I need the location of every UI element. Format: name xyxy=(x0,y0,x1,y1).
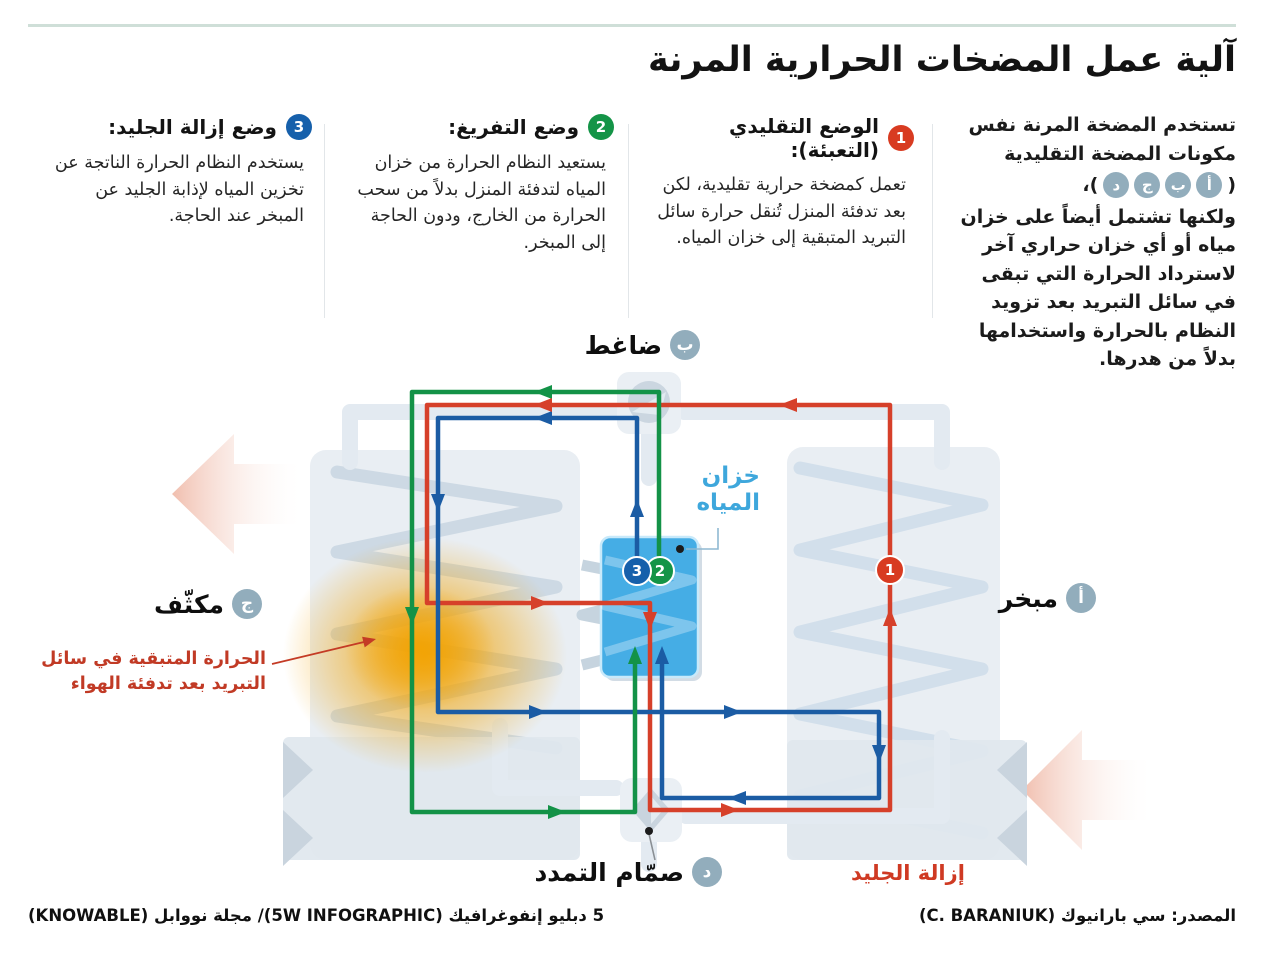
step-3-number-badge: 3 xyxy=(286,114,312,140)
water-tank-label-line1: خزان xyxy=(701,463,760,489)
compressor-label-text: ضاغط xyxy=(584,330,662,360)
step-3-body: يستخدم النظام الحرارة الناتجة عن تخزين المياه لإذابة الجليد عن المبخر عند الحاجة. xyxy=(54,153,304,227)
condenser-label xyxy=(154,589,262,619)
defrost-air-arrow-right xyxy=(1022,730,1152,850)
infographic-credit: 5 دبليو إنفوغرافيك (5W INFOGRAPHIC)/ مجلة نووابل (KNOWABLE) xyxy=(28,906,605,925)
letter-b-icon: ب xyxy=(670,330,700,360)
intro-text-before: تستخدم المضخة المرنة نفس مكونات المضخة التقليدية xyxy=(968,114,1236,165)
open-paren: ( xyxy=(1227,174,1236,196)
step-2-number-badge: 2 xyxy=(588,114,614,140)
tank-pointer-dot xyxy=(676,545,684,553)
expansion-valve-label-text: صمّام التمدد xyxy=(534,857,684,887)
letter-j-icon: ج xyxy=(232,589,262,619)
residual-heat-note-line2: التبريد بعد تدفئة الهواء xyxy=(70,674,266,695)
water-tank-label xyxy=(696,463,760,517)
intro-text-after: ولكنها تشتمل أيضاً على خزان مياه أو أي خزان حراري آخر لاسترداد الحرارة التي تبقى في سائل التبريد بعد تزويد النظام بالحرارة واستخدامها بدلاً من هدرها. xyxy=(960,205,1236,370)
residual-heat-note-line1: الحرارة المتبقية في سائل xyxy=(41,649,266,669)
expansion-valve-label xyxy=(534,857,722,887)
condenser-label-text: مكثّف xyxy=(154,589,224,619)
warm-air-arrow-left xyxy=(172,434,302,554)
step-2-title: وضع التفريغ: xyxy=(448,115,579,139)
footer xyxy=(28,906,1236,925)
page-title: آلية عمل المضخات الحرارية المرنة xyxy=(647,40,1236,80)
mode-3-marker: 3 xyxy=(622,556,652,586)
letter-b-badge: ب xyxy=(1165,172,1191,198)
evaporator-label-text: مبخر xyxy=(998,583,1058,613)
letter-a-icon: أ xyxy=(1066,583,1096,613)
mode-2-marker: 2 xyxy=(645,556,675,586)
step-1-title: الوضع التقليدي (التعبئة): xyxy=(729,114,879,162)
source-credit: المصدر: سي بارانيوك (C. BARANIUK) xyxy=(918,906,1236,925)
letter-a-badge: أ xyxy=(1196,172,1222,198)
step-1-body: تعمل كمضخة حرارية تقليدية، لكن بعد تدفئة المنزل تُنقل حرارة سائل التبريد المتبقية إلى خزان المياه. xyxy=(657,175,906,249)
step-2-body: يستعيد النظام الحرارة من خزان المياه لتدفئة المنزل بدلاً من سحب الحرارة من الخارج، ودون الحاجة إلى المبخر. xyxy=(357,153,606,253)
valve-pointer-dot xyxy=(645,827,653,835)
letter-j-badge: ج xyxy=(1134,172,1160,198)
water-tank-label-line2: المياه xyxy=(696,490,760,517)
defrost-label: إزالة الجليد xyxy=(851,861,965,885)
mode-1-marker: 1 xyxy=(875,555,905,585)
evaporator-label xyxy=(999,583,1096,613)
letter-d-badge: د xyxy=(1103,172,1129,198)
step-3-title: وضع إزالة الجليد: xyxy=(108,115,277,139)
close-paren: )، xyxy=(1082,174,1099,196)
residual-heat-note xyxy=(41,647,266,698)
letter-d-icon: د xyxy=(692,857,722,887)
step-1-number-badge: 1 xyxy=(888,125,914,151)
compressor-label xyxy=(585,330,700,360)
